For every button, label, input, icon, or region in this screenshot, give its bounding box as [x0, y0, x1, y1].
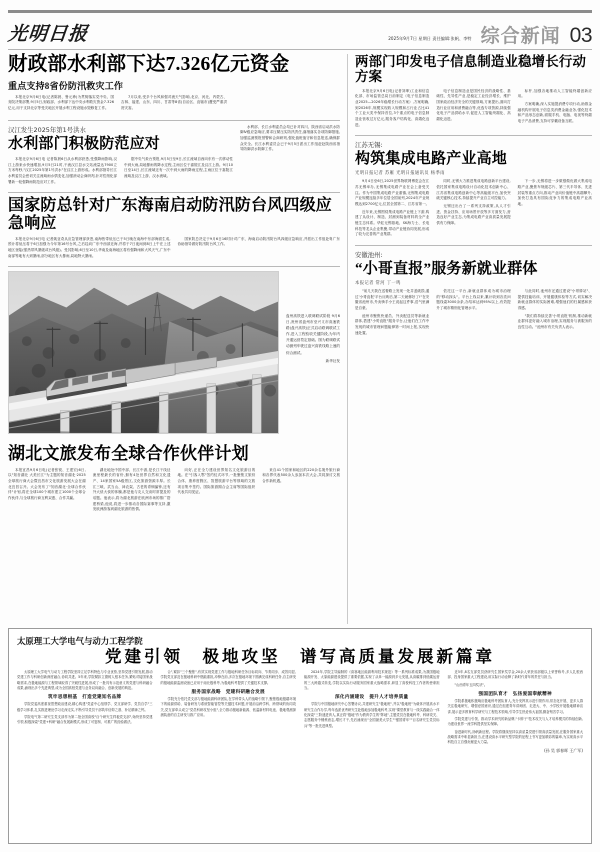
newspaper-logo: 光明日报 — [7, 24, 90, 45]
masthead — [0, 0, 600, 52]
story2-kicker: 汉江发生2025年第1号洪水 — [8, 125, 86, 134]
story-wuxi-ic-industry — [355, 140, 592, 246]
body-paragraph: 学院党委高度重视思想政治建设,精心构建"党委中心组领学、党支部研学、党员自学"三级学习体系,扎实推进理论学习走深走实,不断引导党员干部筑牢信仰之基、补足精神之钙。 — [17, 702, 153, 712]
story-chizhou-delivery-workers — [355, 250, 592, 338]
body-paragraph: 与此同时,池州市还通过建设"小哥驿站"、提供技能培训、开展健康体检等方式,切实解决新就业群体的实际困难,增强他们的归属感和获得感。 — [517, 288, 592, 310]
body-paragraph: 方案明确,深入实施提消费专项行动,助推金融机构开展电子信息类消费金融业务,强化技术和产品形态创新,面服手机、电脑、电视等终端电子产品消费,支持可穿戴设备互联。 — [517, 101, 592, 123]
story-typhoon-response — [8, 197, 340, 267]
body-paragraph: "我们将持续完善'小哥直报'机制,推动新就业群体更好融入城市治理,实现服务与被服务的良性互动。"池州市有关负责人表示。 — [517, 313, 592, 329]
feature-signature: (孙 昊 郭春晖 王广军) — [544, 747, 583, 753]
feature-subhead: 筑牢思想根基 打造党建知名品牌 — [48, 694, 122, 700]
body-paragraph: 本报北京9月6日电 记者姚亚奇从应急管理部获悉,南海热带低压已于5日晚在南海中东部海面生成,预计将低压将于6日加强为今年第16号台风,之后趋向广东中西部近海,并将于7日夜间到8日上午在上述地区登陆(强热带风暴级或台风级)。受其影响,6日至10日,华南及南海地区将有强降雨和大风天气,广东中南部等地有大到暴雨,部分地区有大暴雨,局地特大暴雨。 — [8, 236, 171, 258]
body-paragraph: 9月4日至6日,2025世界物联网博览会在江苏无锡举办,无锡集成电路产业在会上备受关注。作为中国集成电路产业重镇,无锡集成电路产业规模连续多年位居全国前列,2024年产业规模达到2700亿元,位居全国第二、江苏省第一。 — [355, 179, 430, 206]
body-paragraph: 下一步,无锡将进一步做强做优做大集成电路产业,聚焦车规级芯片、第三代半导体、先进封装等重点方向,推动产业向价值链中高端攀升,加快打造具有国际竞争力的集成电路产业高地。 — [517, 179, 592, 206]
body-paragraph: 奋进新时代,扬帆新征程。学院将继续坚持以高质量党建引领高质量发展,在服务国家重大战略需求中彰显新担当,在建设高水平研究型学院的征程上书写更加精彩的篇章,为实现高水平科技自立自强贡献更大力量。 — [447, 729, 583, 745]
body-paragraph: 本报北京9月6日电(记者刘坤)工业和信息化部、市场监管总局日前制定《电子信息制造业2025—2026年稳增长行动方案》,方案明确,到2026年,规模实现收入规模和占行业占比41个工业大类中保持首位,3个重点的电子信息制造业营收过万亿元,服务客户结构化、高端化迈进。 — [355, 88, 430, 127]
photo-block — [8, 271, 340, 434]
masthead-bottom-rule — [8, 49, 592, 50]
section-name: 综合新闻 — [480, 26, 561, 47]
body-paragraph: 来自41个国家和地区的220余名境外旅行商和各界代表500余人参加本次大会,共同探讨文旅合作新机遇。 — [262, 467, 340, 483]
photo-credit: 新华社发 — [325, 359, 340, 364]
story2-headline: 水利部门积极防范应对 — [8, 135, 161, 152]
body-paragraph: 太原理工大学电气与动力工程学院坚持立足学科特色与专业优势,坚持党建引领发展,推动党建工作与科研创新深度融合,协同共进。5年来,学院紧扣立德树人根本任务,紧贴对接国家战略需求,在极地能源与工程领域取得了突破性进展,形成了一批具有示范意义的党建与科研融合成果,涌现出多个先进典型,成为全国高校党建与业务双向融合、创新发展的典范。 — [17, 670, 153, 691]
feature-subhead: 服务国家战略 党建科研融合发展 — [191, 689, 265, 695]
story1-headline: 财政部水利部下达7.326亿元资金 — [8, 54, 290, 75]
body-paragraph: 池州市聚焦快递员、外卖配送员等新就业群体,搭建"小哥直报"服务平台,让他们在工作中发现的城市管理问题能够第一时间上报,实现快速处置。 — [355, 313, 430, 335]
story-electronics-manufacturing — [355, 54, 592, 136]
railway-viaduct-photo — [8, 271, 279, 434]
feature-advertorial — [8, 628, 592, 844]
body-paragraph: 依托这一平台,新就业群体成为城市治理的"移动探头"。平台上线以来,累计收到各类问题线索3000余条,办结率达到95%以上,有效提升了城市精细化管理水平。 — [436, 288, 511, 310]
body-paragraph: 同时,无锡大力推进集成电路创新平台建设,依托国家集成电路设计自动化技术创新中心、江苏省集成电路创新中心等高能级平台,加快突破关键核心技术,持续提升产业自主可控能力。 — [436, 179, 511, 201]
body-paragraph: 学院充分依托党支部与极地能源科研团队,在学科带头人的战略引领下,聚焦极地极端环境下的能源供给、装备研发与系统智能管控等关键技术问题,开展前沿跨学科、跨领域的协同攻关,党支部牵头成立"党员科研攻坚小组",全力推动极地新能源、低温新材料电池、极地观测探测装备的自主研发与推广应用。 — [160, 697, 296, 718]
story-finance-flood-funds — [8, 54, 340, 121]
body-paragraph: "前几天我在送餐路上发现一处井盖破损,通过'小哥直报'平台反映后,第二天就修好了!"在安徽省池州市,外卖骑手小王说起这件事,语气里满是自豪。 — [355, 288, 430, 310]
page-number: 03 — [569, 24, 592, 47]
body-paragraph: 学院与中国极地研究中心签署协议,共建研究生"极地班",并以"极地班"为载体开展高水平研究生合作办学,每年选派优秀研究生赴极地参加极地科考,实现"课堂教育与一线实践融合一体化探索"三阶递进育人,真正将"极地"作为教育学生的"阵地",主题党员在极地科考、科研攻关、志愿服务中锤炼意志,增长才干,先后涌现出"全国最美大学生""强国青年""百名研究生党员标兵"等一批先进典型。 — [304, 702, 440, 728]
feature-subhead: 深化内涵建设 提升人才培养质量 — [335, 694, 409, 700]
column-divider — [347, 54, 348, 624]
body-paragraph: 国家防总决定于9月6日16时针对广东、海南启动防汛防台风四级应急响应,并派出工作组赴粤广东协助指导做好防汛防台风工作。 — [177, 236, 340, 247]
body-paragraph: "山西青年五四奖状"。 — [454, 682, 488, 687]
feature-subhead: 强国团队育才 弘扬爱国奉献精神 — [478, 691, 552, 697]
right-story2-kicker: 江苏无锡: — [355, 141, 383, 150]
right-story3-headline: “小哥直报”服务新就业群体 — [355, 260, 538, 277]
section-rule — [355, 135, 592, 136]
right-story3-kicker: 安徽池州: — [355, 250, 383, 259]
section-rule — [355, 245, 592, 246]
story1-subhead: 重点支持8省份防汛救灾工作 — [8, 80, 124, 91]
body-paragraph: 合",紧扣"三个聚焦",有效实现党建工作与极地科研任务目标同向、节奏同步、成效同显,学院党支部及在极地科研中燃能重担,冲锋在前,多次在极地环境下圆满完成科研任务,自主研发的极地能源监测设备已应用于南北极科考,为极地科考提供了关键技术支撑。 — [160, 670, 296, 685]
right-section — [355, 54, 592, 338]
masthead-top-rule — [8, 10, 592, 13]
story4-headline: 湖北文旅发布全球合作伙伴计划 — [8, 444, 249, 464]
left-section — [8, 54, 340, 515]
right-story2-headline: 构筑集成电路产业高地 — [355, 151, 508, 168]
body-paragraph: 学院系极地积极响应极地科考团队育人,充分发挥其示范引领作用,常态化开展、更多人群关注极地研究、增强爱国意识,通过在组建青年讲师团、走进大、中、小学校开展极地精神宣讲,展示更多教育科学研究与工程技术领域,引导学生热爱伟大祖国,勤奋刻苦学习。 — [447, 699, 583, 714]
body-paragraph: 电子信息制造业是国民经济的战略性、基础性、先导性产业,是稳定工业经济增长、维护国家政治经济安全的关键领域,方案提出,面向打造行业应用和消费融合等,优选专项资源,持续强化电子产品供给水平,促进人工智能终端化、高端化迈进。 — [436, 88, 511, 121]
body-paragraph: 水利部、长江水利委员会均已针对四川、陕西省启动洪水防御Ⅳ级应急响应,要求压紧压实防汛责任,落细落实各项防御措施,加强监测预报预警和会商研判,强化值班值守和信息报送,确保群众安全。长江水利委员会已于9月5日派出工作组赶赴陕西省指导防御洪水防御工作。 — [240, 124, 340, 152]
body-paragraph: 无锡还出台了一系列支持政策,从人才引进、资金扶持、应用场景开放等多方面发力,营造良好产业生态,为集成电路产业高质量发展提供有力保障。 — [436, 203, 511, 225]
story-hanjiang-flood — [8, 125, 340, 193]
section-rule — [8, 120, 340, 121]
body-paragraph: 本报宜昌9月6日电(记者张锐、王建宏)6日,以"知音湖北 大美长江"为主题的知音湖北·2025全球旅行商大会暨宜昌市文化旅游发展大会在湖北宜昌召开。大会发布了"知音湖北·全球合作伙伴"计划,将在全球100个城市建立1000个全球合作伙伴,与全球旅行商互利双惠、合作共赢。 — [8, 467, 86, 500]
feature-title: 党建引领 极地攻坚 谱写高质量发展新篇章 — [105, 647, 495, 666]
body-paragraph: 本报北京9月6日电(记者陈晨、鲁元珍)为贯彻落实党中央、国务院决策部署,9月5日,财政部、水利部下达中央水利救灾资金7.326亿元,用于支持北京等受灾地区开展水利工程设施水毁修复工作。 — [8, 94, 114, 111]
page-content — [8, 54, 592, 844]
body-paragraph: 学院电气第二研究生党支部作为第二批全国高校"百个研究生样板党支部",始终坚持党建引领,积极探索"党建+科研"融合发展新模式,形成了可复制、可推广的经验做法。 — [17, 715, 153, 725]
body-paragraph: 2024年,学院主导编制的《高寒地区能源利用技术规范》等一系列标准成果,为我国极地能源开发、太原能源建设提供了重要依据,实现了从单一能源到多元发展,从高碳排到低碳运营的三大跨越式转变,学院以实际行动服务国家重大战略需求,彰显了高校科技工作者的使命担当。 — [304, 670, 440, 691]
right-story2-byline: 光明日报记者 苏雁 光明日报通讯员 杨季雨 — [355, 171, 445, 177]
body-paragraph: 近年来,无锡围绕集成电路产业链上下游,构建了从设计、制造、封测到装备材料的全产业链生态体系。华虹无锡基地、SK海力士、长电科技等龙头企业集聚,带动产业链协同发展,形成了较为完善的产业集群。 — [355, 209, 430, 237]
feature-organization: 太原理工大学电气与动力工程学院 — [17, 637, 143, 646]
right-story1-headline: 两部门印发电子信息制造业稳增长行动方案 — [355, 54, 587, 85]
section-rule — [8, 192, 340, 193]
story-hubei-tourism — [8, 444, 340, 515]
body-paragraph: 学院党建与引领、推动学术研究的新品牌,"卡脖子"技术攻关与人才培养模式的持续创新,为建设世界一流学科提供坚实保障。 — [447, 717, 583, 727]
body-paragraph: 湖北地处中国中部、长江中游,是长江干线径流里程最长的省份,拥有4处世界自然和文化遗产、14家国家5A级景区,文化旅游资源丰厚。长江三峡、武当山、神农架、古老的青铜编钟,还有外大侠大侠的体魄,都是他与友人交谈时常提及的话题。他表示,将为湖北旅游在欧洲市场的推广搭建桥梁,他说,将进一步推动各国际赛事等支持,激发欧洲游客到湖北旅游的热情。 — [92, 467, 171, 512]
body-paragraph: 本报北京9月6日电 记者陈晨6日从水利部获悉,受强降雨影响,汉江上游来水快速增加,9月5日21时,干流汉江县水文站流量达7900立方米每秒,"汉江2025年第1号洪水"在汉江上游形成。水利部指导长江水利委员会密切关注流域雨水情变化,加强滚动会商研判,针对性细化部署新一轮强降雨防范应对工作。 — [8, 156, 117, 184]
body-paragraph: 标杆,加强各地推动人工智能终端创新应用。 — [517, 88, 592, 99]
photo-caption: 盘州高铁进入联调联试阶段 9月6日,贵州省盘州市至兴义市高速铁路(盘兴高铁)正式启动联调联试工作,进入工程验收关键阶段,为年内开通运营奠定基础。图为联调联试动测列车驶过盘兴高铁线路上速的综合测试。 — [286, 313, 340, 355]
section-rule — [8, 266, 340, 267]
body-paragraph: 7月以来,受多个台风和强对流天气影响,北京、河北、内蒙古、吉林、福建、山东、四川、甘肃等8省(自治区、直辖市)遭受严重洪涝灾害。 — [121, 94, 227, 111]
right-story3-byline: 本报记者 常河 丁一鸣 — [355, 280, 401, 286]
body-paragraph: 向好,正在全力建设世界知名文化旅游目的地。在"引客入鄂"签约仪式环节,一批聚焦文旅综合体、康养度假区、智慧旅游平台等领域的文旅项目集中签约。国际旅游期合会主席等国际组织代表共同见证。 — [177, 467, 256, 495]
story3-headline: 国家防总针对广东海南启动防汛防台风四级应急响应 — [8, 197, 333, 233]
dateline: 2025年9月7日 星期日 责任编辑:张帆、李特 — [388, 36, 472, 41]
body-paragraph: 据中央气象台预报,9月5日至9日,长江流域自西向东有一次移动性中到大雨,局地暴雨的降水过程,主雨区位于嘉陵江及汉江上游。9月10日至14日,长江流域还有一次中到大雨的降雨过程,主雨区位于嘉陵江流域及汉江上游、汉水流域。 — [124, 156, 233, 178]
body-paragraph: 近5年,8名支部党员获研究生国家奖学金,20余人荣获省部级以上荣誉称号,多人扎根西部、投身国家重大工程建设,用实际行动诠释了新时代青年的责任与担当。 — [447, 670, 583, 680]
